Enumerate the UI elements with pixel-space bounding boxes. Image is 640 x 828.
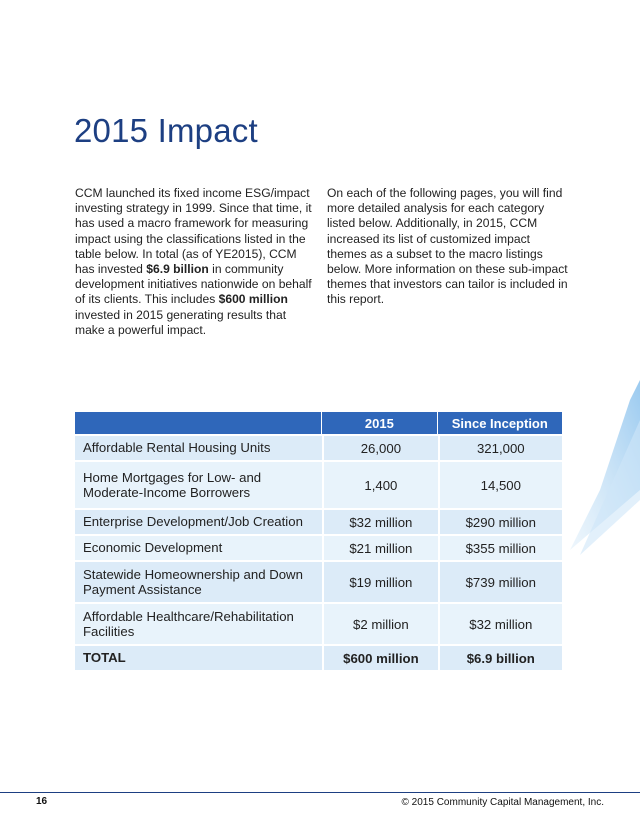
copyright-notice: © 2015 Community Capital Management, Inc.: [401, 797, 604, 808]
intro-right-paragraph: On each of the following pages, you will find more detailed analysis for each category listed below. Additionally, in 2015, CCM increased its list of customized impact themes as a subset to the macro listings below. More information on these sub-impact themes that investors can tailor is included in this report.: [327, 186, 568, 307]
row-label: Home Mortgages for Low- and Moderate-Income Borrowers: [75, 462, 322, 508]
table-row: [75, 562, 562, 602]
total-value-since: $6.9 billion: [438, 646, 562, 670]
row-label: Enterprise Development/Job Creation: [75, 510, 322, 534]
header-2015: 2015: [322, 412, 437, 434]
intro-right-column: [327, 186, 569, 308]
row-value-2015: $32 million: [322, 510, 437, 534]
table-header-row: [75, 412, 562, 434]
intro-left-bold-2: $600 million: [218, 292, 288, 307]
table-row: [75, 462, 562, 508]
row-label: Economic Development: [75, 536, 322, 560]
impact-table: [75, 410, 562, 672]
row-value-since: $355 million: [438, 536, 562, 560]
row-value-since: $290 million: [438, 510, 562, 534]
table-row: [75, 436, 562, 460]
page-title: 2015 Impact: [74, 112, 258, 149]
row-label: Affordable Healthcare/Rehabilitation Facilities: [75, 604, 322, 644]
header-blank: [75, 412, 322, 434]
row-value-2015: $19 million: [322, 562, 437, 602]
page-number: 16: [36, 796, 48, 807]
intro-left-text-3: invested in 2015 generating results that make a powerful impact.: [75, 307, 287, 337]
decorative-arrow-shape: [560, 380, 640, 560]
table-row: [75, 536, 562, 560]
total-value-2015: $600 million: [322, 646, 437, 670]
intro-left-paragraph: [75, 186, 315, 338]
row-value-since: 14,500: [438, 462, 562, 508]
row-value-2015: $2 million: [322, 604, 437, 644]
intro-left-bold-1: $6.9 billion: [146, 262, 209, 277]
total-label: TOTAL: [75, 646, 322, 670]
row-value-2015: 1,400: [322, 462, 437, 508]
header-since-inception: Since Inception: [438, 412, 562, 434]
table-row: [75, 604, 562, 644]
row-value-since: $739 million: [438, 562, 562, 602]
intro-left-text-2: in community development initiatives nationwide on behalf of its clients. This includes: [75, 262, 312, 307]
row-label: Affordable Rental Housing Units: [75, 436, 322, 460]
intro-left-column: [75, 186, 315, 338]
row-label: Statewide Homeownership and Down Payment Assistance: [75, 562, 322, 602]
table-row: [75, 510, 562, 534]
row-value-2015: $21 million: [322, 536, 437, 560]
row-value-since: $32 million: [438, 604, 562, 644]
row-value-since: 321,000: [438, 436, 562, 460]
row-value-2015: 26,000: [322, 436, 437, 460]
table-total-row: [75, 646, 562, 670]
intro-left-text-1: CCM launched its fixed income ESG/impact investing strategy in 1999. Since that time, it has used a macro framework for measuring impact using the classifications listed in the table below. In total (as of YE2015), CCM has invested: [75, 186, 312, 277]
footer-divider: [0, 792, 640, 793]
